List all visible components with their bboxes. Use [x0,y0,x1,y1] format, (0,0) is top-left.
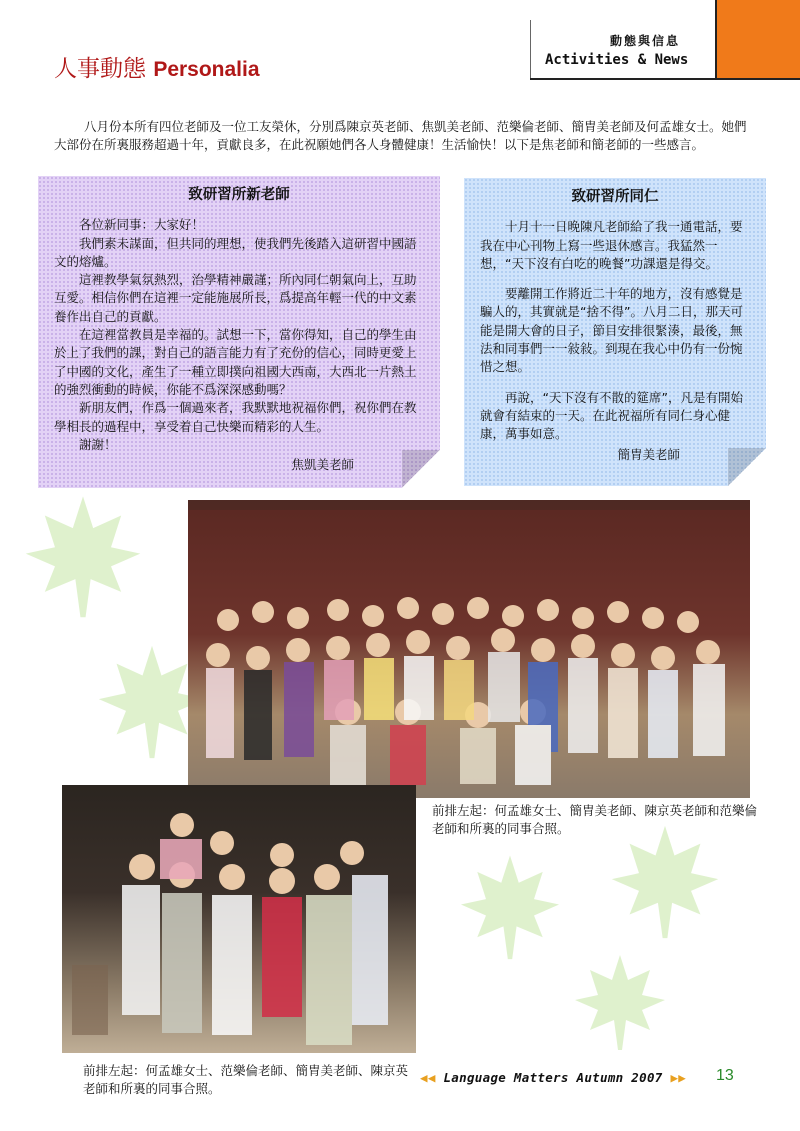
card-signature: 簡胄美老師 [617,446,680,462]
maple-leaf-icon [570,950,670,1060]
photo-caption-small: 前排左起：何孟雄女士、范樂倫老師、簡胄美老師、陳京英老師和所裏的同事合照。 [83,1063,409,1096]
card-paragraph: 在這裡當教員是幸福的。試想一下，當你得知，自己的學生由於上了我們的課，對自己的語言能力有了充份的信心，同時更愛上了中國的文化，產生了一種立即撲向祖國大西南，大西北一片熱土的強烈衝動的時候，你能不爲深深感動嗎？ [54,327,417,397]
header-divider [530,78,716,80]
card-paragraph: 新朋友們，作爲一個過來者，我默默地祝福你們，祝你們在教學相長的過程中，享受着自己快樂而精彩的人生。 [54,400,417,434]
page-number: 13 [716,1067,734,1084]
card-signature: 焦凱美老師 [291,457,354,473]
header-divider-vertical [530,20,531,78]
card-paragraph: 謝謝！ [79,436,117,452]
page-curl-icon [728,448,766,486]
section-label-zh: 動態與信息 [610,34,681,48]
card-paragraph: 這裡教學氣氛熱烈，治學精神嚴謹；所內同仁朝氣向上，互助互愛。相信你們在這裡一定能施展所長，爲提高年輕一代的中文素養作出自己的貢獻。 [54,272,417,324]
maple-leaf-icon [455,850,565,970]
card-paragraph: 各位新同事：大家好！ [79,217,205,233]
publication-name: Language Matters Autumn 2007 [443,1070,663,1085]
intro-paragraph: 八月份本所有四位老師及一位工友榮休，分別爲陳京英老師、焦凱美老師、范樂倫老師、簡胄美老師及何孟雄女士。她們大部份在所裏服務超過十年，貢獻良多，在此祝願她們各人身體健康！生活愉快！以下是焦老師和簡老師的一些感言。 [54,119,747,152]
maple-leaf-icon [18,490,148,630]
paragraph-gap [480,377,750,389]
group-photo-main-illustration [188,500,750,798]
card-paragraph: 要離開工作將近二十年的地方，沒有感覺是騙人的，其實就是“捨不得”。八月二日，那天可能是開大會的日子，節目安排很緊湊，最後，無法和同事們一一敍敍。到現在我心中仍有一份惋惜之想。 [480,286,743,375]
paragraph-gap [480,273,750,285]
letter-card-new-teachers [38,176,440,488]
corner-accent-block [715,0,800,80]
double-arrow-left-icon: ◀◀ [420,1070,436,1085]
photo-caption-main: 前排左起：何孟雄女士、簡胄美老師、陳京英老師和范樂倫老師和所裏的同事合照。 [432,803,758,836]
maple-leaf-icon [605,820,725,950]
card-title: 致研習所新老師 [188,187,290,203]
letter-card-colleagues [464,178,766,486]
page-title [54,50,260,83]
page-title-en: Personalia [153,58,260,81]
section-label-en: Activities & News [545,52,689,68]
card-title: 致研習所同仁 [571,189,659,205]
page-curl-icon [402,450,440,488]
footer-publication [420,1070,686,1085]
double-arrow-right-icon: ▶▶ [670,1070,687,1085]
group-photo-small-illustration [62,785,416,1053]
card-paragraph: 十月十一日晚陳凡老師給了我一通電話，要我在中心刊物上寫一些退休感言。我猛然一想，“天下沒有白吃的晚餐”功課還是得交。 [480,219,743,271]
group-photo-main [188,500,750,798]
group-photo-small [62,785,416,1053]
card-paragraph: 再說，“天下沒有不散的筵席”，凡是有開始就會有結束的一天。在此祝福所有同仁身心健康，萬事如意。 [480,389,743,442]
page-title-zh: 人事動態 [54,56,146,82]
card-paragraph: 我們素未謀面，但共同的理想，使我們先後踏入這研習中國語文的熔爐。 [54,235,417,269]
